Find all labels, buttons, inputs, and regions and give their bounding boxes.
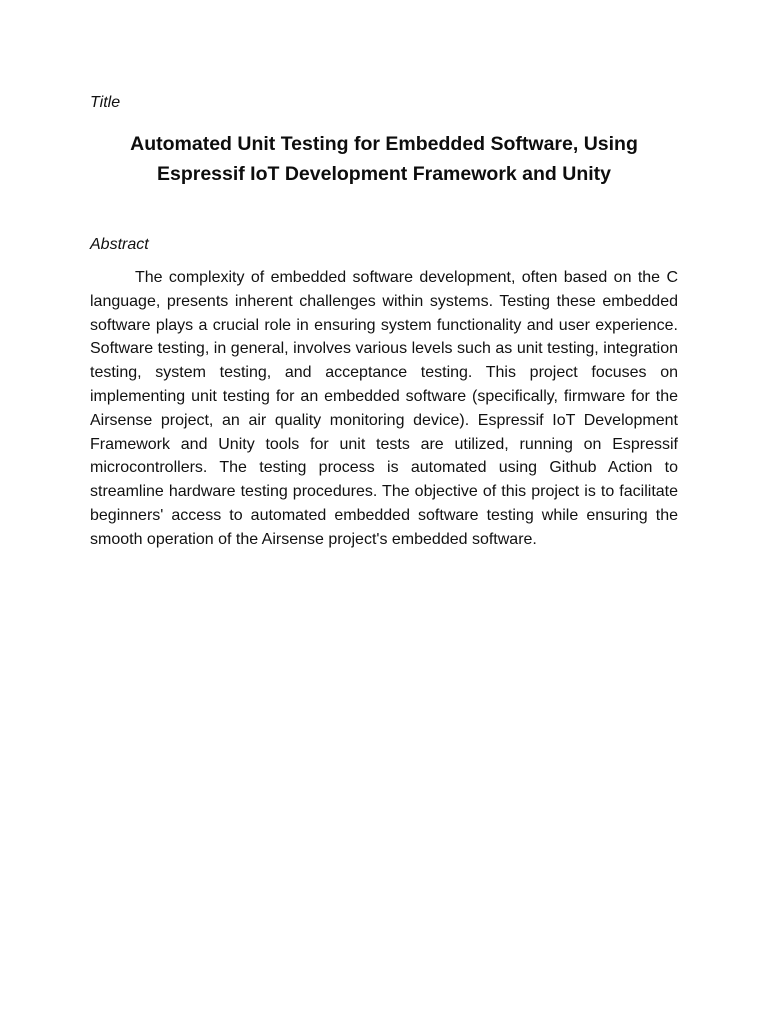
document-content (90, 92, 678, 552)
abstract-label: Abstract (90, 236, 149, 253)
title-label: Title (90, 94, 121, 111)
abstract-paragraph: The complexity of embedded software development, often based on the C language, presents inherent challenges within systems. Testing these embedded software plays a crucial role in ensuring system functionality and user experience. Software testing, in general, involves various levels such as unit testing, integration testing, system testing, and acceptance testing. This project focuses on implementing unit testing for an embedded software (specifically, firmware for the Airsense project, an air quality monitoring device). Espressif IoT Development Framework and Unity tools for unit tests are utilized, running on Espressif microcontrollers. The testing process is automated using Github Action to streamline hardware testing procedures. The objective of this project is to facilitate beginners' access to automated embedded software testing while ensuring the smooth operation of the Airsense project's embedded software. (90, 269, 678, 548)
document-title: Automated Unit Testing for Embedded Software, Using Espressif IoT Development Framework and Unity (130, 133, 638, 185)
